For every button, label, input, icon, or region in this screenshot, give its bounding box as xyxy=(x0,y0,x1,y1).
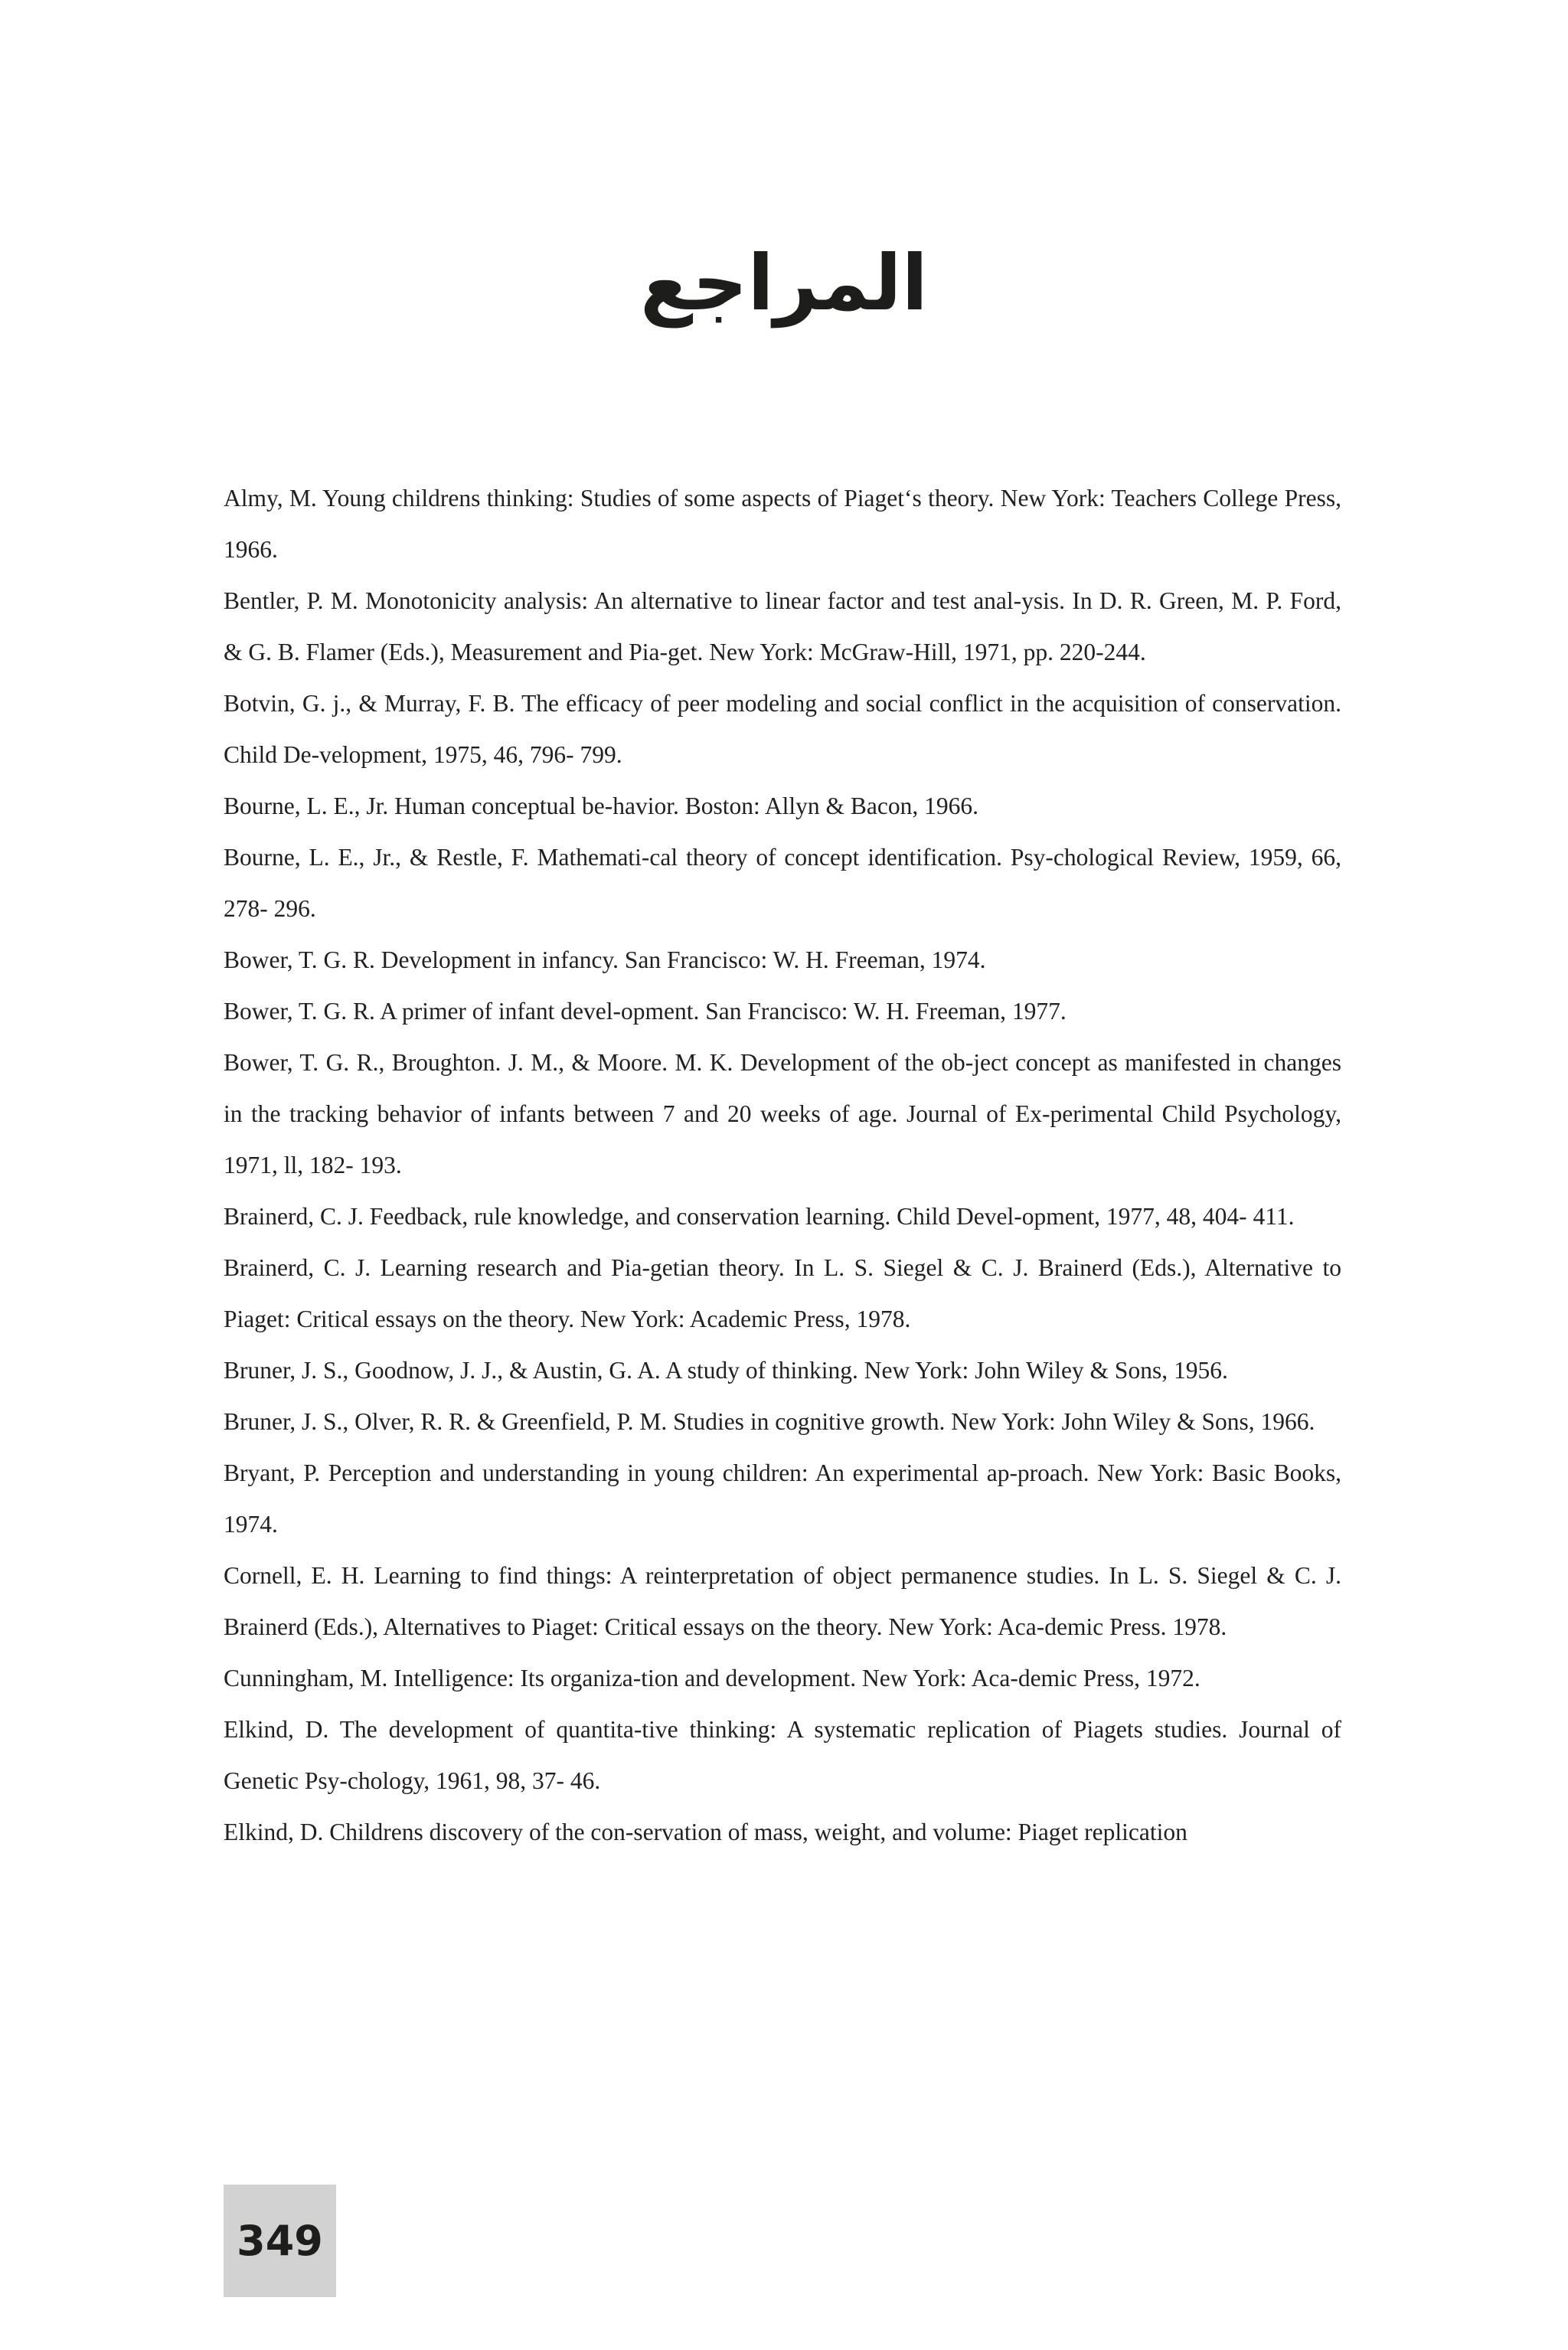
reference-entry: Bower, T. G. R. A primer of infant devel-opment. San Francisco: W. H. Freeman, 1977. xyxy=(224,998,1067,1025)
reference-entry: Brainerd, C. J. Learning research and Pia-getian theory. In L. S. Siegel & C. J. Brainerd (Eds.), Alternative to Piaget: Critical essays on the theory. New York: Academic Press, 1978. xyxy=(224,1254,1341,1332)
reference-entry: Botvin, G. j., & Murray, F. B. The efficacy of peer modeling and social conflict in the acquisition of conservation. Child De-velopment, 1975, 46, 796- 799. xyxy=(224,690,1341,768)
reference-entry: Brainerd, C. J. Feedback, rule knowledge, and conservation learning. Child Devel-opment, 1977, 48, 404- 411. xyxy=(224,1203,1295,1230)
reference-entry: Bower, T. G. R. Development in infancy. San Francisco: W. H. Freeman, 1974. xyxy=(224,946,986,973)
page-number: 349 xyxy=(224,2185,336,2297)
reference-entry: Bryant, P. Perception and understanding in young children: An experimental ap-proach. New York: Basic Books, 1974. xyxy=(224,1459,1341,1538)
page-title: المراجع xyxy=(640,238,928,328)
reference-entry: Almy, M. Young childrens thinking: Studies of some aspects of Piaget‘s theory. New York: Teachers College Press, 1966. xyxy=(224,485,1341,563)
reference-entry: Elkind, D. Childrens discovery of the con-servation of mass, weight, and volume: Piaget replication xyxy=(224,1819,1187,1845)
reference-entry: Cornell, E. H. Learning to find things: A reinterpretation of object permanence studies. In L. S. Siegel & C. J. Brainerd (Eds.), Alternatives to Piaget: Critical essays on the theory. New York: Aca-demic Press. 1978. xyxy=(224,1562,1341,1640)
reference-entry: Elkind, D. The development of quantita-tive thinking: A systematic replication of Piagets studies. Journal of Genetic Psy-chology, 1961, 98, 37- 46. xyxy=(224,1716,1341,1794)
reference-entry: Bentler, P. M. Monotonicity analysis: An alternative to linear factor and test anal-ysis. In D. R. Green, M. P. Ford, & G. B. Flamer (Eds.), Measurement and Pia-get. New York: McGraw-Hill, 1971, pp. 220-244. xyxy=(224,587,1341,665)
reference-entry: Bower, T. G. R., Broughton. J. M., & Moore. M. K. Development of the ob-ject concept as manifested in changes in the tracking behavior of infants between 7 and 20 weeks of age. Journal of Ex-perimental Child Psychology, 1971, ll, 182- 193. xyxy=(224,1049,1341,1178)
reference-entry: Bourne, L. E., Jr., & Restle, F. Mathemati-cal theory of concept identification. Psy-chological Review, 1959, 66, 278- 296. xyxy=(224,844,1341,922)
reference-list xyxy=(224,472,1341,1858)
reference-entry: Bruner, J. S., Goodnow, J. J., & Austin, G. A. A study of thinking. New York: John Wiley & Sons, 1956. xyxy=(224,1357,1228,1384)
reference-entry: Bourne, L. E., Jr. Human conceptual be-havior. Boston: Allyn & Bacon, 1966. xyxy=(224,793,978,819)
reference-entry: Bruner, J. S., Olver, R. R. & Greenfield, P. M. Studies in cognitive growth. New York: John Wiley & Sons, 1966. xyxy=(224,1408,1315,1435)
reference-entry: Cunningham, M. Intelligence: Its organiza-tion and development. New York: Aca-demic Press, 1972. xyxy=(224,1665,1200,1691)
